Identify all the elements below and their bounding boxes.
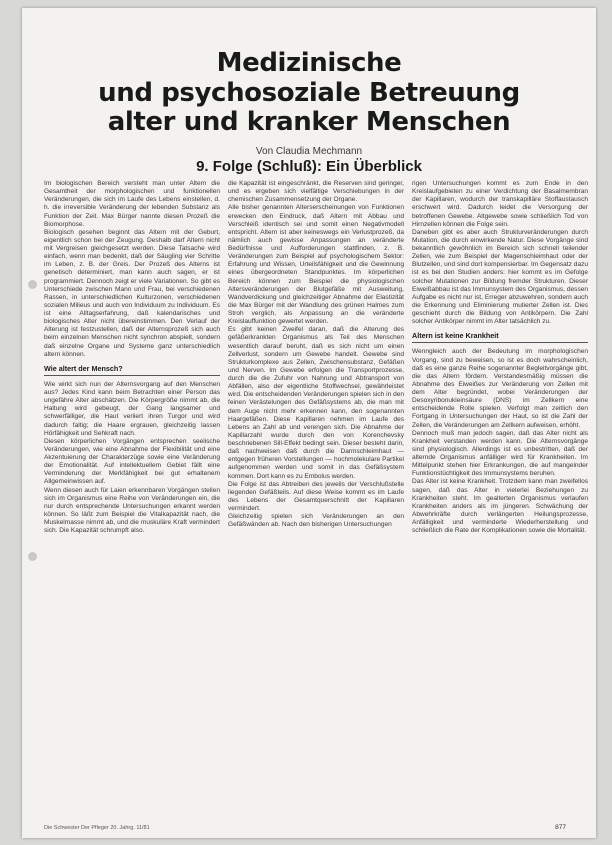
paragraph: Gleichzeitig spielen sich Veränderungen an den Gefäßwänden ab. Nach den bisherigen Untersuchungen [228, 513, 404, 529]
paragraph: Wenn diesen auch für Laien erkennbaren Vorgängen stellen sich im Organismus eine Reihe von Veränderungen ein, die nur durch entsprechende Untersuchungen erkannt werden können. So läßt zum Beispiel die Vitalkapazität nach, die Muskelmasse nimmt ab, und die muskuläre Kraft vermindert sich. Die Kapazität schrumpft also. [44, 486, 220, 535]
paragraph: Diesen körperlichen Vorgängen entsprechen seelische Veränderungen, wie eine Abnahme der Flexibilität und eine Akzentuierung der Charakterzüge sowie eine Veränderung der Emotionalität. Auf intellektuellem Gebiet fällt eine Verminderung der Merkfähigkeit bei gut erhaltenem Allgemeinwissen auf. [44, 437, 220, 486]
paragraph: Biologisch gesehen beginnt das Altern mit der Geburt, eigentlich schon bei der Zeugung. Deshalb darf Altern nicht mit Vergreisen gleichgesetzt werden. Diese Tatsache wird einfach, wenn man bedenkt, daß der Säugling vier Schritte im Leben, z. B. der Greis. Der Prozeß des Alterns ist genetisch determiniert, man kann auch sagen, er ist programmiert. Dennoch zeigt er viele Variationen. So gibt es Unterschiede zwischen Mann und Frau, bei verschiedenen Rassen, in unterschiedlichen Kulturzonen, verschiedenen sozialen Milieus und auch von Individuum zu Individuum. Es ist eine Alltagserfahrung, daß kalendarisches und biologisches Alter nicht übereinstimmen. Den Verlauf der Alterung ist festzustellen, daß der Alternsprozeß sich auch beim einzelnen Menschen nicht synchron abspielt, sondern daß einzelne Organe und Systeme ganz unterschiedlich altern können. [44, 228, 220, 358]
punch-hole [28, 280, 37, 289]
paragraph: Daneben gibt es aber auch Strukturveränderungen durch Mutation, die durch einwirkende Natur. Diese Vorgänge sind bekanntlich gewöhnlich im Bereich sich schnell teilender Zellen, wie zum Beispiel der Magenschleimhaut oder der Blutzellen, und sind dort kompensierbar. Im Gegensatz dazu ist es bei den Studien anders: hier kommt es im Gefolge solcher Mutationen zur Bildung fremder Strukturen. Dieser Eiweißabbau ist das Immunsystem des Organismus, dessen Aufgabe es nicht nur ist, Erreger abzuwehren, sondern auch die Erkennung und Eliminierung mutierter Zellen ist. Dies geschieht durch die Bildung von Antikörpern. Die Zahl solcher Antikörper nimmt im Alter tatsächlich zu. [412, 228, 588, 326]
paragraph: Dennoch muß man jedoch sagen, daß das Alter nicht als Krankheit verstanden werden kann. Die Alternsvorgänge sind physiologisch. Allerdings ist es unbestritten, daß der alternde Organismus anfälliger wird für Krankheiten. Im Mittelpunkt stehen hier Erkrankungen, die auf mangelnder Funktionstüchtigkeit des Immunsystems beruhen. [412, 429, 588, 478]
paragraph: Das Alter ist keine Krankheit. Trotzdem kann man zweifellos sagen, daß das Alter in vielerlei Beziehungen zu Krankheiten steht. Im gealterten Organismus verlaufen Krankheiten anders als im jüngeren. Schwächung der Abwehrkräfte durch verlängerten Heilungsprozesse, Anfälligkeit und verminderte Wiederherstellung und schließlich die Rate der Komplikationen sowie die Mortalität. [412, 478, 588, 535]
punch-hole [28, 552, 37, 561]
paragraph: die Kapazität ist eingeschränkt, die Reserven sind geringer, und es ergeben sich vielfältige Verschiebungen in der chemischen Zusammensetzung der Organe. [228, 180, 404, 204]
text-column-2 [228, 180, 404, 820]
paragraph: Alle bisher genannten Alterserscheinungen von Funktionen erwecken den Eindruck, daß Altern mit Abbau und Verschleiß identisch sei und somit einen Negativmodell entspricht. Altern ist aber keineswegs ein Verlustprozeß, da nämlich auch gewisse Anpassungen an veränderte Bedürfnisse und Aufforderungen stattfinden, z. B. Veränderungen zum Beispiel auf psychologischem Sektor: Erfahrung und Wissen, Urteilsfähigkeit und die Gewinnung eines übergeordneten Standpunktes. Im körperlichen Bereich können zum Beispiel die physiologischen Altersveränderungen der Blutgefäße mit Ausweitung, Wandverdickung und gleichzeitiger Abnahme der Elastizität die Max Bürger mit der Wandlung des grünen Halmes zum Stroh verglich, als Anpassung an die veränderte Kreislauffunktion gewertet werden. [228, 204, 404, 326]
section-heading: Wie altert der Mensch? [44, 365, 220, 376]
paragraph: Im biologischen Bereich versteht man unter Altern die Gesamtheit der morphologischen und funktionellen Veränderungen, die sich im Laufe des Lebens einstellen, d. h. die irreversible Veränderung der lebenden Substanz als Funktion der Zeit. Max Bürger nannte diesen Prozeß die Biomorphose. [44, 180, 220, 228]
article-author: Von Claudia Mechmann [255, 146, 363, 157]
section-heading: Altern ist keine Krankheit [412, 332, 588, 343]
article-subtitle: 9. Folge (Schluß): Ein Überblick [196, 158, 422, 175]
paragraph: Wie wirkt sich nun der Alternsvorgang auf den Menschen aus? Jedes Kind kann beim Betrachten einer Person das ungefähre Alter abschätzen. Die Körpergröße nimmt ab, die Haltung wird gebeugt, der Gang langsamer und schwerfälliger, die Haut verliert ihren Turgor und wird dadurch faltig; die Haare ergrauen, gleichzeitig lassen Hörfähigkeit und Sehkraft nach. [44, 380, 220, 437]
page-number: 877 [555, 824, 566, 831]
article-title-line-1: Medizinische [216, 48, 402, 78]
magazine-page [22, 8, 596, 838]
paragraph: Es gibt keinen Zweifel daran, daß die Alterung des gefäßerkrankten Organismus als Teil des Menschen wesentlich darauf beruht, daß es sich nicht um einen Zellverlust, sondern um Gewebe handelt. Gewebe sind Strukturkomplexe aus Zellen, Zwischensubstanz, Gefäßen und Nerven. Im Gewebe erfolgen die Transportprozesse, durch die die Zufuhr von Nahrung und Abtransport von Abfällen, also der eigentliche Stoffwechsel, gewährleistet wird. Die entscheidenden Veränderungen spielen sich in den feinen Verästelungen des Gefäßsystems ab, die man mit dem Auge nicht mehr erkennen kann, den sogenannten Haargefäßen. Diese Kapillaren nehmen im Laufe des Lebens an Zahl ab und verengen sich. Die Abnahme der Kapillarzahl wurde durch den von Korenchevsky beschriebenen Sill-Effekt bedingt sein. Dieser besteht darin, daß nachweisen daß durch die Darmschleimhaut — entgegen früheren Vorstellungen — hochmolekulare Partikel aufgenommen werden und somit in das Gefäßsystem kommen. Dort kann es zu Embolus werden. [228, 326, 404, 480]
paragraph: rigen Untersuchungen kommt es zum Ende in den Kreislaufgebieten zu einer Verdichtung der Basalmembran der Kapillaren, wodurch der transkapilläre Stoffaustausch erschwert wird. Dadurch leidet die Versorgung der betroffenen Gewebe. Altgewebe sowie schließlich Tod von Hirnzellen können die Folge sein. [412, 180, 588, 228]
paragraph: Die Folge ist das Abtreiben des jeweils der Verschlußstelle liegenden Gefäßteils. Auf diese Weise kommt es im Laufe des Lebens der Gesamtquerschnitt der Kapillaren vermindert. [228, 480, 404, 512]
article-title-line-3: alter und kranker Menschen [107, 107, 511, 137]
text-column-3 [412, 180, 588, 820]
article-title-line-2: und psychosoziale Betreuung [98, 78, 520, 108]
text-column-1 [44, 180, 220, 820]
paragraph: Wenngleich auch der Bedeutung im morphologischen Vorgang, sind zu beweisen, so ist es doch wahrscheinlich, daß es eine ganze Reihe sogenannter Begleitvorgänge gibt, die das Altern fördern. Verstandesmäßig müssen die Abnahme des Eiweißes zur Veränderung von Zellen mit dem Alter begründet, wobei Veränderungen der Desoxyribonukleinsäure (DNS) im Zellkern eine entscheidende Rolle spielen. Verfolgt man zeitlich den Fortgang in Untersuchungen der Haut, so ist die Zahl der Zellen, die Veränderungen am Zellkern aufweisen, erhöht. [412, 348, 588, 429]
footer-publication: Die Schwester Der Pfleger 20. Jahrg. 11/81 [44, 825, 150, 831]
